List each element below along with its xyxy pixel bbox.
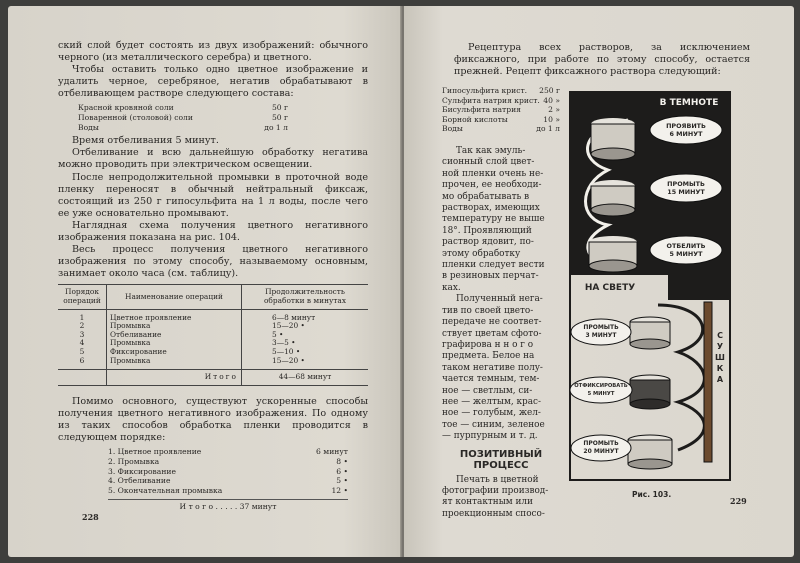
text-line: мо обрабатывать в: [442, 191, 530, 202]
step-label: [650, 122, 722, 138]
op-time: 15—20 •: [272, 321, 305, 331]
text-line: в резиновых перчат-: [442, 271, 539, 282]
recipe-row: [442, 96, 560, 106]
tank-icon: [591, 118, 635, 160]
right-page: [404, 6, 794, 557]
paragraph: Наглядная схема получения цветного негативного изображения показана на рис. 104.: [58, 219, 368, 243]
step-name: 4. Отбеливание: [108, 476, 171, 486]
text-line: графирова н н о г о: [442, 339, 534, 350]
paragraph: Время отбеливания 5 минут.: [72, 135, 219, 147]
step-name: 1. Цветное проявление: [108, 447, 202, 457]
right-column-text: [442, 146, 560, 520]
heading-line: ПОЗИТИВНЫЙ: [459, 448, 543, 460]
tank-icon: [628, 435, 672, 469]
step-time: 6 минут: [316, 447, 348, 457]
text-line: Так как эмуль-: [456, 146, 526, 156]
text-line: ят контактным или: [442, 497, 533, 508]
text-line: тое — синим, зеленое: [442, 419, 545, 430]
text-line: пленки следует вести: [442, 260, 545, 271]
recipe-row: [78, 123, 288, 133]
text-line: передаче не соответ-: [442, 317, 542, 328]
step-label: [571, 324, 631, 340]
process-diagram: [568, 90, 732, 482]
text-line: растворах, имеющих: [442, 203, 540, 214]
total-label: Итого: [107, 370, 242, 386]
paragraph: Чтобы оставить только одно цветное изображение и удалить черное, серебряное, негатив обрабатывают в отбеливающем растворе следующего состава:: [58, 64, 368, 100]
ingredient-amount: 50 г: [271, 103, 288, 113]
step-duration: 6 МИНУТ: [669, 130, 703, 138]
text-line: фотографии производ-: [442, 485, 549, 496]
op-number: 5: [79, 346, 85, 356]
accelerated-steps-list: [108, 447, 348, 511]
text-line: ной пленки очень не-: [442, 168, 544, 179]
paragraph: Помимо основного, существуют ускоренные способы получения цветного негативного изображения. По одному из таких способов обработка пленки проводится в следующем порядке:: [58, 395, 368, 443]
text-line: этому обработку: [442, 248, 521, 259]
heading-line: ПРОЦЕСС: [473, 459, 529, 471]
op-time: 5 •: [272, 329, 284, 339]
text-line: ное — голубым, жел-: [442, 408, 541, 419]
step-action: ПРОМЫТЬ: [583, 324, 619, 331]
op-name: Фиксирование: [110, 346, 167, 356]
list-item: [108, 447, 348, 457]
text-line: таком негативе полу-: [442, 362, 543, 373]
paragraph: Рецептура всех растворов, за исключением фиксажного, при работе по этому способу, остается прежней. Рецепт фиксажного раствора следующий:: [454, 42, 750, 78]
page-number: 228: [82, 512, 99, 522]
ingredient-name: Поваренной (столовой) соли: [78, 113, 193, 123]
column-header: Продолжительность обработки в минутах: [242, 285, 369, 309]
op-time: 5—10 •: [272, 346, 301, 356]
ingredient-amount: 2 »: [548, 105, 560, 115]
op-number: 4: [79, 338, 85, 348]
list-item: [108, 467, 348, 477]
paragraph: Весь процесс получения цветного негативного изображения по этому способу, называемому основным, занимает около часа (см. таблицу).: [58, 244, 368, 280]
left-page: [8, 6, 402, 557]
dark-label: В ТЕМНОТЕ: [659, 98, 719, 108]
text-line: 18°. Проявляющий: [442, 225, 532, 236]
step-action: ОТФИКСИРОВАТЬ: [574, 383, 628, 389]
ingredient-name: Борной кислоты: [442, 114, 508, 124]
figure-caption: Рис. 103.: [632, 490, 672, 499]
step-time: 5 •: [336, 476, 348, 486]
step-time: 6 •: [336, 466, 348, 476]
step-label: [570, 382, 632, 398]
table-cell: [242, 309, 369, 370]
op-name: Отбеливание: [110, 329, 162, 339]
ingredient-amount: 40 »: [543, 95, 560, 105]
list-item: [108, 457, 348, 467]
step-time: 8 •: [336, 456, 348, 466]
ingredient-amount: 10 »: [543, 114, 560, 124]
text-line: ках.: [442, 282, 461, 293]
table-header-row: [58, 285, 368, 309]
step-action: ПРОЯВИТЬ: [666, 122, 706, 130]
step-time: 12 •: [331, 485, 348, 495]
text-line: чается темным, тем-: [442, 374, 540, 385]
op-time: 15—20 •: [272, 355, 305, 365]
paragraph: После непродолжительной промывки в проточной воде пленку переносят в обычный нейтральный фиксаж, состоящий из 250 г гипосульфита на 1 л воды, после чего ее уже основательно промывают.: [58, 171, 368, 219]
op-number: 6: [79, 355, 85, 365]
left-text-block: [58, 40, 368, 511]
light-label: НА СВЕТУ: [584, 283, 636, 293]
op-name: Промывка: [110, 321, 151, 331]
text-line: — пурпурным и т. д.: [442, 431, 538, 442]
step-label: [650, 242, 722, 258]
recipe-row: [442, 124, 560, 134]
table-cell: [58, 309, 107, 370]
text-line: Полученный нега-: [456, 294, 543, 305]
text-line: ное — светлым, си-: [442, 385, 533, 396]
column-header: Наименование операций: [107, 285, 242, 309]
op-number: 2: [79, 321, 85, 331]
text-line: раствор ядовит, по-: [442, 237, 534, 248]
recipe-row: [442, 115, 560, 125]
op-name: Промывка: [110, 338, 151, 348]
op-number: 1: [79, 312, 85, 322]
drying-rack-icon: [704, 302, 712, 462]
tank-icon: [589, 236, 637, 272]
op-name: Цветное проявление: [110, 312, 192, 322]
column-header: Порядок операций: [58, 285, 107, 309]
drying-label: СУШКА: [715, 331, 725, 384]
table-cell: [58, 370, 107, 386]
bleach-recipe: [78, 103, 288, 132]
tank-icon: [591, 180, 635, 216]
paragraph: ский слой будет состоять из двух изображений: обычного черного (из металлического серебра) и цветного.: [58, 40, 368, 64]
text-line: тив по своей цвето-: [442, 305, 534, 316]
step-label: [571, 440, 631, 456]
ingredient-name: Бисульфита натрия: [442, 105, 521, 115]
list-item: [108, 476, 348, 486]
table-row: [58, 309, 368, 370]
ingredient-amount: 50 г: [271, 113, 288, 123]
text-line: проекционным спосо-: [442, 508, 545, 519]
ingredient-amount: 250 г: [539, 86, 560, 95]
step-duration: 5 МИНУТ: [587, 391, 615, 397]
table-total-row: [58, 370, 368, 386]
op-time: 3—5 •: [272, 338, 296, 348]
step-name: 3. Фиксирование: [108, 466, 176, 476]
step-action: ОТБЕЛИТЬ: [666, 242, 706, 250]
total-value: 44—68 минут: [242, 370, 369, 386]
recipe-row: [78, 113, 288, 123]
paragraph: Отбеливание и всю дальнейшую обработку негатива можно проводить при электрическом освещении.: [58, 147, 368, 171]
op-time: 6—8 минут: [272, 312, 316, 322]
step-name: 5. Окончательная промывка: [108, 485, 223, 495]
ingredient-name: Воды: [442, 124, 463, 134]
step-duration: 5 МИНУТ: [669, 250, 703, 258]
right-intro: [454, 42, 750, 78]
text-line: Печать в цветной: [456, 474, 539, 485]
step-action: ПРОМЫТЬ: [583, 440, 619, 447]
ingredient-name: Сульфита натрия крист.: [442, 95, 540, 105]
ingredient-name: Красной кровяной соли: [78, 103, 174, 113]
step-label: [650, 180, 722, 196]
section-heading: [442, 449, 560, 471]
text-line: нее — желтым, крас-: [442, 396, 541, 407]
ingredient-amount: до 1 л: [264, 122, 288, 132]
fix-recipe: [442, 86, 560, 134]
recipe-row: [442, 105, 560, 115]
step-name: 2. Промывка: [108, 456, 160, 466]
page-number: 229: [730, 496, 747, 506]
step-duration: 15 МИНУТ: [667, 188, 705, 196]
ingredient-name: Воды: [78, 122, 99, 132]
step-action: ПРОМЫТЬ: [667, 180, 705, 188]
table-cell: [107, 309, 242, 370]
text-line: прочен, ее необходи-: [442, 180, 542, 191]
step-duration: 3 МИНУТ: [585, 332, 617, 339]
text-line: ствует цветам сфото-: [442, 328, 542, 339]
text-line: предмета. Белое на: [442, 351, 535, 362]
steps-total: И т о г о . . . . . 37 минут: [108, 499, 348, 512]
list-item: [108, 486, 348, 496]
op-number: 3: [79, 329, 85, 339]
text-line: сионный слой цвет-: [442, 157, 535, 168]
end-text: [442, 475, 560, 521]
op-name: Промывка: [110, 355, 151, 365]
tank-icon: [630, 317, 670, 349]
ingredient-name: Гипосульфита крист.: [442, 86, 528, 95]
recipe-row: [78, 103, 288, 113]
recipe-row: [442, 86, 560, 96]
text-line: температуру не выше: [442, 214, 545, 225]
ingredient-amount: до 1 л: [536, 124, 560, 134]
operations-table: [58, 284, 368, 385]
tank-icon: [630, 375, 670, 409]
step-duration: 20 МИНУТ: [583, 448, 619, 455]
